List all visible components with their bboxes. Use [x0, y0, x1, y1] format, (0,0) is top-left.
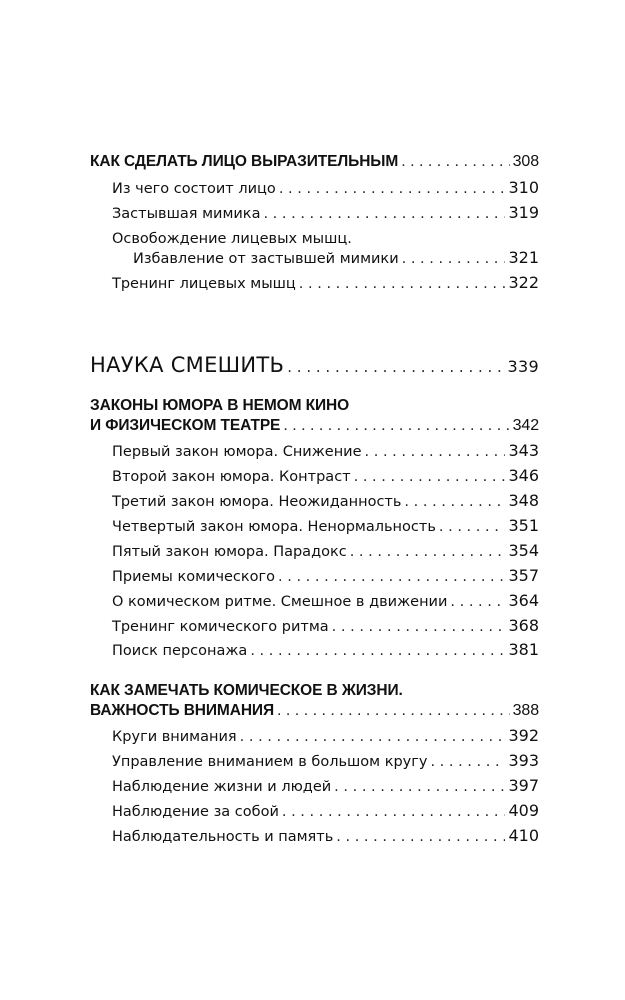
toc-item-first-law[interactable]: [112, 441, 539, 462]
dot-leader: [450, 592, 505, 612]
toc-item-observing-self[interactable]: [112, 801, 539, 822]
toc-item-second-law[interactable]: [112, 466, 539, 487]
dot-leader: [401, 152, 509, 172]
item-title: Четвертый закон юмора. Ненормальность: [112, 519, 436, 535]
dot-leader: [283, 416, 509, 436]
page-number: 319: [508, 203, 539, 222]
dot-leader: [402, 249, 506, 269]
toc-item-frozen-mimicry[interactable]: [112, 203, 539, 224]
page-number: 388: [512, 702, 539, 719]
toc-chapter-noticing-comic-line1[interactable]: КАК ЗАМЕЧАТЬ КОМИЧЕСКОЕ В ЖИЗНИ.: [90, 682, 403, 699]
item-title: Из чего состоит лицо: [112, 181, 276, 197]
dot-leader: [250, 641, 505, 661]
dot-leader: [430, 752, 505, 772]
item-title: Круги внимания: [112, 729, 237, 745]
toc-item-attention-management[interactable]: [112, 751, 539, 772]
toc-item-face-release-line1[interactable]: Освобождение лицевых мышц.: [112, 231, 352, 247]
chapter-title: ВАЖНОСТЬ ВНИМАНИЯ: [90, 702, 275, 719]
toc-part-science-of-laughter[interactable]: [90, 352, 539, 380]
item-title: Наблюдение жизни и людей: [112, 779, 332, 795]
page-number: 410: [508, 826, 539, 845]
toc-item-attention-circles[interactable]: [112, 726, 539, 747]
item-title: Третий закон юмора. Неожиданность: [112, 494, 402, 510]
dot-leader: [287, 354, 504, 380]
page-number: 397: [508, 776, 539, 795]
toc-item-face-release[interactable]: [133, 248, 539, 269]
dot-leader: [354, 467, 506, 487]
item-title: Избавление от застывшей мимики: [133, 251, 399, 267]
page-number: 409: [508, 801, 539, 820]
chapter-title: И ФИЗИЧЕСКОМ ТЕАТРЕ: [90, 417, 281, 434]
toc-item-face-training[interactable]: [112, 273, 539, 294]
page-number: 351: [508, 516, 539, 535]
page-number: 354: [508, 541, 539, 560]
item-title: Первый закон юмора. Снижение: [112, 444, 362, 460]
item-title: О комическом ритме. Смешное в движении: [112, 594, 448, 610]
toc-item-fourth-law[interactable]: [112, 516, 539, 537]
page-number: 357: [508, 566, 539, 585]
page-number: 321: [508, 248, 539, 267]
dot-leader: [282, 802, 506, 822]
dot-leader: [350, 542, 506, 562]
dot-leader: [404, 492, 505, 512]
toc-item-comic-rhythm[interactable]: [112, 591, 539, 612]
toc-chapter-humor-laws-line1[interactable]: ЗАКОНЫ ЮМОРА В НЕМОМ КИНО: [90, 397, 350, 414]
chapter-title: КАК СДЕЛАТЬ ЛИЦО ВЫРАЗИТЕЛЬНЫМ: [90, 153, 399, 170]
item-title: Наблюдение за собой: [112, 804, 279, 820]
item-title: Второй закон юмора. Контраст: [112, 469, 351, 485]
page-number: 348: [508, 491, 539, 510]
toc-item-fifth-law[interactable]: [112, 541, 539, 562]
dot-leader: [332, 617, 506, 637]
dot-leader: [439, 517, 506, 537]
page-number: 393: [508, 751, 539, 770]
dot-leader: [279, 179, 506, 199]
dot-leader: [299, 274, 506, 294]
item-title: Тренинг лицевых мышц: [112, 276, 296, 292]
toc-item-observation-memory[interactable]: [112, 826, 539, 847]
dot-leader: [240, 727, 506, 747]
toc-item-character-search[interactable]: [112, 640, 539, 661]
toc-item-rhythm-training[interactable]: [112, 616, 539, 637]
page-number: 342: [512, 417, 539, 434]
toc-chapter-face-expressive[interactable]: [90, 152, 539, 172]
toc-chapter-humor-laws[interactable]: [90, 416, 539, 436]
dot-leader: [334, 777, 505, 797]
page-number: 381: [508, 640, 539, 659]
item-title: Пятый закон юмора. Парадокс: [112, 544, 347, 560]
item-title: Приемы комического: [112, 569, 276, 585]
page-number: 392: [508, 726, 539, 745]
dot-leader: [336, 827, 505, 847]
page-number: 368: [508, 616, 539, 635]
page-number: 343: [508, 441, 539, 460]
page-number: 364: [508, 591, 539, 610]
page-number: 310: [508, 178, 539, 197]
item-title: Застывшая мимика: [112, 206, 261, 222]
item-title: Поиск персонажа: [112, 643, 248, 659]
toc-item-face-parts[interactable]: [112, 178, 539, 199]
page-number: 308: [512, 153, 539, 170]
dot-leader: [278, 567, 505, 587]
dot-leader: [277, 701, 510, 721]
page-number: 346: [508, 466, 539, 485]
item-title: Наблюдательность и память: [112, 829, 334, 845]
item-title: Тренинг комического ритма: [112, 619, 329, 635]
toc-item-comic-techniques[interactable]: [112, 566, 539, 587]
toc-item-third-law[interactable]: [112, 491, 539, 512]
part-title: НАУКА СМЕШИТЬ: [90, 353, 285, 377]
page-number: 322: [508, 273, 539, 292]
toc-item-observing-life[interactable]: [112, 776, 539, 797]
page-number: 339: [507, 357, 539, 376]
dot-leader: [263, 204, 505, 224]
toc-chapter-noticing-comic[interactable]: [90, 701, 539, 721]
dot-leader: [365, 442, 506, 462]
item-title: Управление вниманием в большом кругу: [112, 754, 428, 770]
